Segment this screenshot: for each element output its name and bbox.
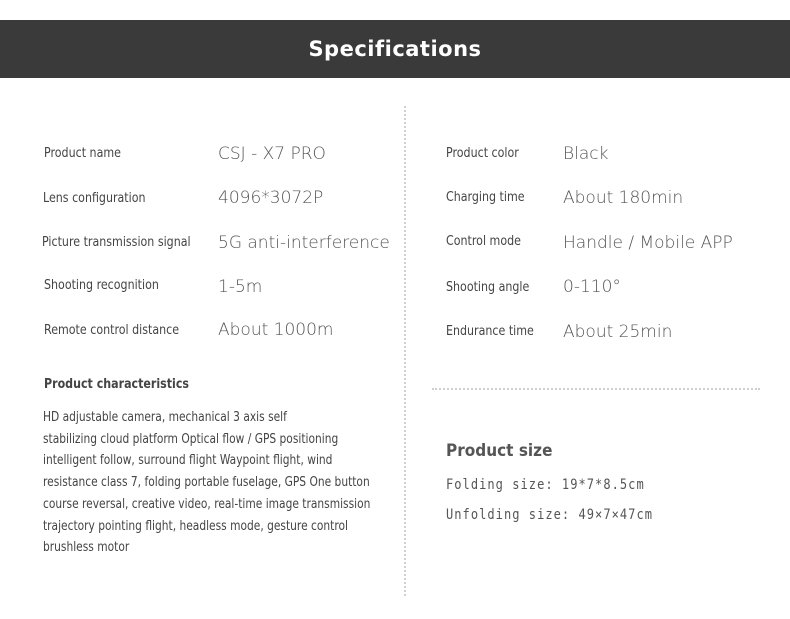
spec-value-endurance-time: About 25min <box>563 322 673 342</box>
spec-label-endurance-time: Endurance time <box>446 323 534 339</box>
characteristics-line: HD adjustable camera, mechanical 3 axis self <box>43 410 287 425</box>
spec-label-control-mode: Control mode <box>446 233 521 249</box>
spec-label-remote-control-distance: Remote control distance <box>44 322 180 338</box>
characteristics-line: stabilizing cloud platform Optical flow / GPS positioning <box>43 431 339 447</box>
product-size-title: Product size <box>446 441 553 461</box>
spec-label-shooting-angle: Shooting angle <box>446 279 530 295</box>
spec-label-picture-transmission: Picture transmission signal <box>42 234 191 250</box>
vertical-divider <box>404 106 406 596</box>
unfolding-size: Unfolding size: 49×7×47cm <box>446 507 654 523</box>
specifications-header <box>0 20 790 78</box>
folding-size: Folding size: 19*7*8.5cm <box>446 477 645 493</box>
spec-value-shooting-angle: 0-110° <box>563 277 621 297</box>
spec-value-picture-transmission: 5G anti-interference <box>218 233 390 253</box>
spec-label-product-name: Product name <box>44 145 121 161</box>
spec-value-lens-configuration: 4096*3072P <box>218 188 324 208</box>
characteristics-text <box>43 407 371 559</box>
characteristics-line: intelligent follow, surround flight Waypoint flight, wind <box>43 453 333 469</box>
page-title: Specifications <box>308 37 482 61</box>
spec-label-lens-configuration: Lens configuration <box>43 190 146 206</box>
spec-value-product-name: CSJ - X7 PRO <box>218 144 326 164</box>
spec-label-shooting-recognition: Shooting recognition <box>44 277 159 293</box>
spec-value-remote-control-distance: About 1000m <box>218 320 334 340</box>
spec-value-control-mode: Handle / Mobile APP <box>563 233 733 253</box>
spec-value-product-color: Black <box>563 144 609 164</box>
spec-value-shooting-recognition: 1-5m <box>218 277 263 297</box>
spec-value-charging-time: About 180min <box>563 188 684 208</box>
horizontal-divider <box>432 388 760 390</box>
characteristics-line: course reversal, creative video, real-time image transmission <box>43 496 371 512</box>
spec-label-product-color: Product color <box>446 145 519 161</box>
spec-label-charging-time: Charging time <box>446 189 525 205</box>
characteristics-title: Product characteristics <box>44 376 189 392</box>
characteristics-line: trajectory pointing flight, headless mode, gesture control <box>43 518 348 534</box>
characteristics-line: resistance class 7, folding portable fuselage, GPS One button <box>43 475 370 491</box>
characteristics-line: brushless motor <box>43 540 130 556</box>
